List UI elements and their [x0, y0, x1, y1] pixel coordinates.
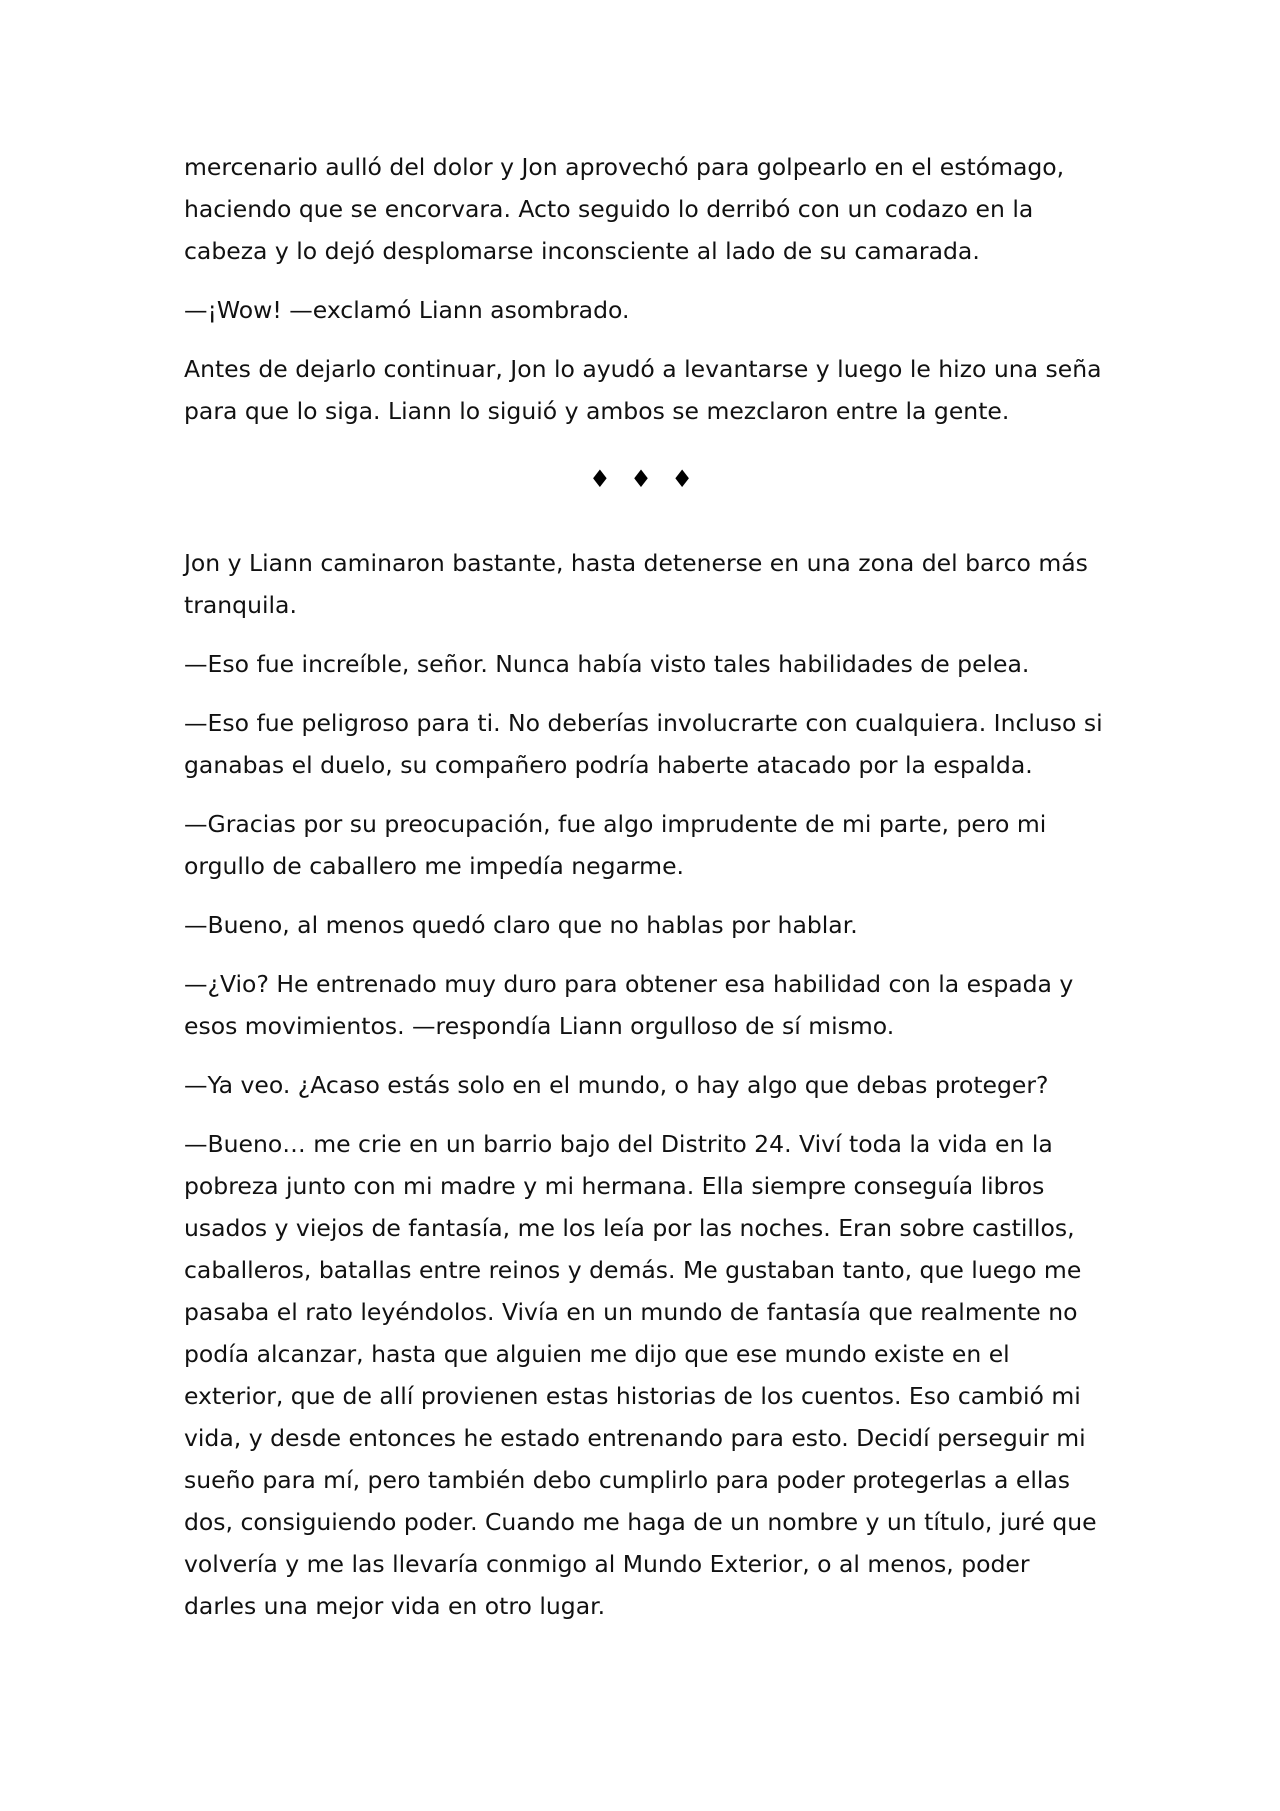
paragraph: Jon y Liann caminaron bastante, hasta detenerse en una zona del barco más tranquila.	[184, 549, 1088, 619]
paragraph: Antes de dejarlo continuar, Jon lo ayudó a levantarse y luego le hizo una seña para que lo siga. Liann lo siguió y ambos se mezclaron entre la gente.	[184, 355, 1102, 425]
document-page	[184, 146, 1104, 1644]
paragraph: —Gracias por su preocupación, fue algo imprudente de mi parte, pero mi orgullo de caballero me impedía negarme.	[184, 810, 1047, 880]
paragraph: —¡Wow! —exclamó Liann asombrado.	[184, 296, 630, 324]
paragraph: —Ya veo. ¿Acaso estás solo en el mundo, o hay algo que debas proteger?	[184, 1071, 1049, 1099]
paragraph: —Bueno, al menos quedó claro que no hablas por hablar.	[184, 911, 858, 939]
paragraph: —Eso fue peligroso para ti. No deberías involucrarte con cualquiera. Incluso si ganabas el duelo, su compañero podría haberte atacado por la espalda.	[184, 709, 1103, 779]
paragraph: —¿Vio? He entrenado muy duro para obtener esa habilidad con la espada y esos movimientos. —respondía Liann orgulloso de sí mismo.	[184, 970, 1074, 1040]
paragraph: —Bueno… me crie en un barrio bajo del Distrito 24. Viví toda la vida en la pobreza junto con mi madre y mi hermana. Ella siempre conseguía libros usados y viejos de fantasía, me los leía por las noches. Eran sobre castillos, caballeros, batallas entre reinos y demás. Me gustaban tanto, que luego me pasaba el rato leyéndolos. Vivía en un mundo de fantasía que realmente no podía alcanzar, hasta que alguien me dijo que ese mundo existe en el exterior, que de allí provienen estas historias de los cuentos. Eso cambió mi vida, y desde entonces he estado entrenando para esto. Decidí perseguir mi sueño para mí, pero también debo cumplirlo para poder protegerlas a ellas dos, consiguiendo poder. Cuando me haga de un nombre y un título, juré que volvería y me las llevaría conmigo al Mundo Exterior, o al menos, poder darles una mejor vida en otro lugar.	[184, 1130, 1097, 1620]
paragraph: —Eso fue increíble, señor. Nunca había visto tales habilidades de pelea.	[184, 650, 1030, 678]
section-divider: ♦ ♦ ♦	[589, 465, 699, 493]
paragraph: mercenario aulló del dolor y Jon aprovechó para golpearlo en el estómago, haciendo que se encorvara. Acto seguido lo derribó con un codazo en la cabeza y lo dejó desplomarse inconsciente al lado de su camarada.	[184, 153, 1065, 265]
